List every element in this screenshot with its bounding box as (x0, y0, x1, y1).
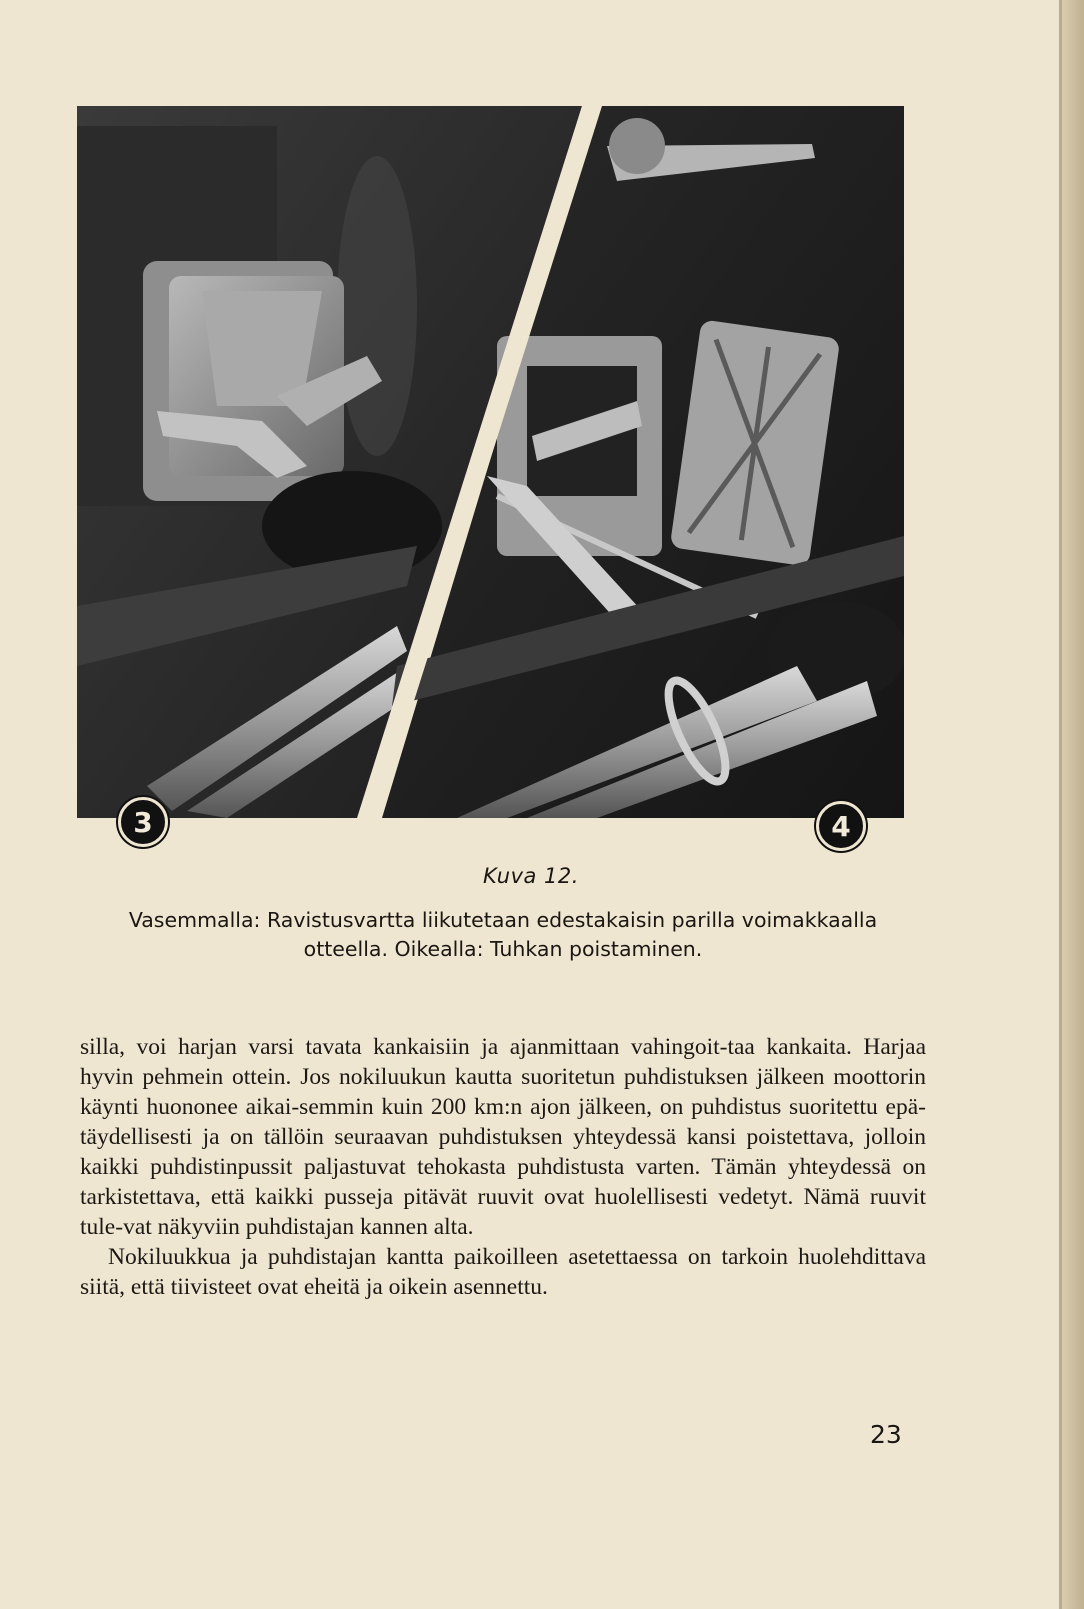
figure-label-3 (118, 797, 168, 847)
figure-caption-title: Kuva 12. (483, 864, 579, 888)
figure-label-4-text: 4 (831, 809, 851, 843)
body-paragraph-1: silla, voi harjan varsi tavata kankaisiin ja ajanmittaan vahingoit-taa kankaita. Harjaa hyvin pehmein ottein. Jos nokiluukun kautta suoritetun puhdistuksen jälkeen moottorin käynti huononee aikai-semmin kuin 200 km:n ajon jälkeen, on puhdistus suoritettu epä-täydellisesti ja on tällöin seuraavan puhdistuksen yhteydessä kansi poistettava, jolloin kaikki puhdistinpussit paljastuvat tehokasta puhdistusta varten. Tämän yhteydessä on tarkistettava, että kaikki pusseja pitävät ruuvit ovat huolellisesti vedetyt. Nämä ruuvit tule-vat näkyviin puhdistajan kannen alta. (80, 1034, 926, 1240)
body-paragraph-2: Nokiluukkua ja puhdistajan kantta paikoilleen asetettaessa on tarkoin huolehdittava siitä, että tiivisteet ovat eheitä ja oikein asennettu. (80, 1244, 926, 1300)
figure-label-3-text: 3 (133, 805, 153, 839)
figure-caption-line-1: Vasemmalla: Ravistusvartta liikutetaan edestakaisin parilla voimakkaalla (128, 908, 878, 932)
figure-caption (80, 906, 926, 964)
page-edge (1062, 0, 1084, 1609)
body-text (80, 1032, 926, 1302)
figure-label-4 (816, 801, 866, 851)
figure-caption-line-2: otteella. Oikealla: Tuhkan poistaminen. (303, 937, 703, 961)
figure-photograph (77, 106, 904, 818)
photo-illustration (77, 106, 904, 818)
page-number: 23 (870, 1420, 902, 1449)
